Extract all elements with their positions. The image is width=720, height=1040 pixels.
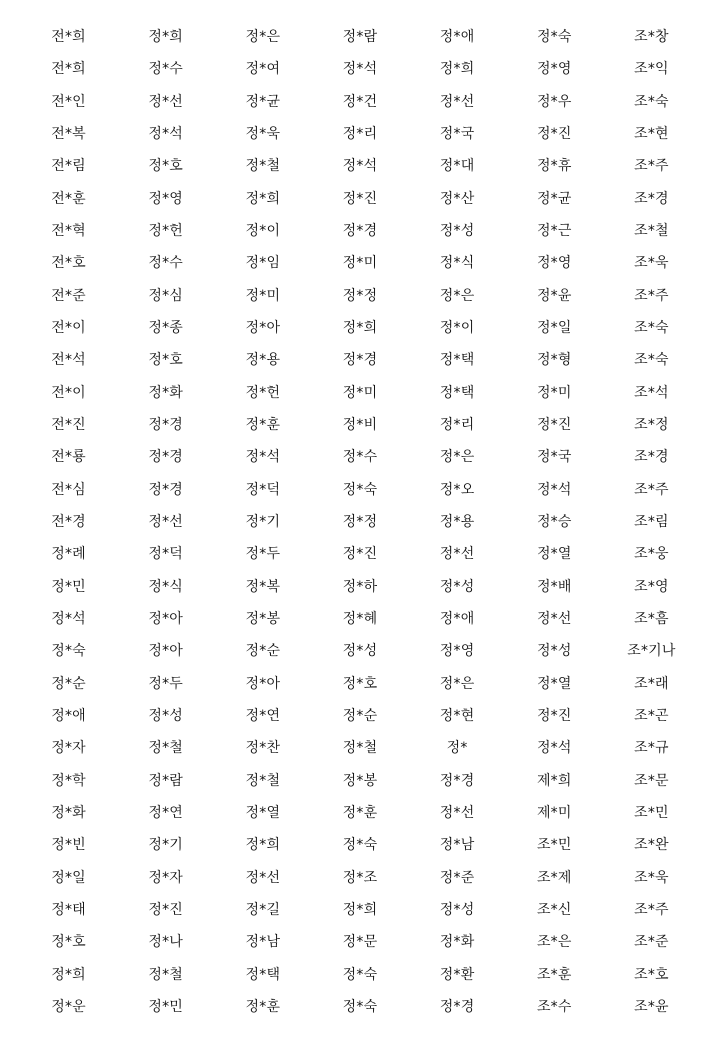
name-cell: 정*택 — [439, 384, 475, 401]
name-cell: 정*람 — [342, 29, 378, 46]
name-cell: 정*배 — [536, 578, 572, 595]
name-cell: 정*성 — [439, 578, 475, 595]
name-cell: 조*숙 — [634, 320, 669, 337]
name-cell: 정*수 — [148, 61, 184, 78]
name-cell: 정*균 — [536, 190, 572, 207]
name-cell: 정*두 — [148, 675, 184, 692]
name-cell: 전*심 — [51, 481, 86, 498]
name-cell: 정*리 — [342, 126, 378, 143]
name-cell: 조*규 — [634, 740, 669, 757]
name-cell: 조*현 — [634, 126, 669, 143]
name-cell: 정*숙 — [342, 999, 378, 1015]
name-cell: 정*산 — [439, 190, 475, 207]
name-cell: 조*윤 — [634, 999, 669, 1015]
name-cell: 정*희 — [342, 320, 378, 337]
name-cell: 정*국 — [536, 449, 572, 466]
name-cell: 정*석 — [536, 481, 572, 498]
name-cell: 정*우 — [536, 93, 572, 110]
name-cell: 조*영 — [634, 578, 669, 595]
name-cell: 정*운 — [51, 999, 86, 1015]
name-cell: 조*문 — [634, 772, 669, 789]
name-cell: 전*이 — [51, 320, 86, 337]
name-cell: 조*흠 — [634, 611, 669, 628]
name-cell: 정*영 — [536, 255, 572, 272]
name-cell: 정*현 — [439, 708, 475, 725]
name-cell: 정*민 — [51, 578, 86, 595]
name-cell: 정*연 — [245, 708, 281, 725]
name-cell: 전*호 — [51, 255, 86, 272]
name-cell: 정*오 — [439, 481, 475, 498]
name-cell: 조*은 — [536, 934, 572, 951]
name-cell: 조*훈 — [536, 966, 572, 983]
name-cell: 정*호 — [51, 934, 86, 951]
name-cell: 정*미 — [245, 287, 281, 304]
name-grid — [20, 20, 700, 1022]
name-cell: 정*은 — [439, 287, 475, 304]
name-cell: 정*애 — [439, 29, 475, 46]
name-cell: 정*성 — [342, 643, 378, 660]
name-cell: 정*훈 — [342, 805, 378, 822]
name-cell: 정*헌 — [245, 384, 281, 401]
name-cell: 조*웅 — [634, 546, 669, 563]
name-cell: 정*석 — [148, 126, 184, 143]
name-cell: 정*경 — [342, 223, 378, 240]
name-cell: 정*선 — [148, 93, 184, 110]
name-cell: 정*정 — [342, 287, 378, 304]
name-cell: 정*열 — [245, 805, 281, 822]
name-cell: 정*미 — [536, 384, 572, 401]
name-cell: 정*영 — [148, 190, 184, 207]
name-cell: 정*승 — [536, 514, 572, 531]
name-cell: 정*준 — [439, 869, 475, 886]
name-cell: 정*길 — [245, 902, 281, 919]
name-cell: 정*휴 — [536, 158, 572, 175]
name-cell: 정*경 — [148, 417, 184, 434]
name-cell: 정*진 — [342, 546, 378, 563]
name-cell: 제*희 — [536, 772, 572, 789]
name-cell: 정*식 — [439, 255, 475, 272]
name-cell: 정*복 — [245, 578, 281, 595]
name-cell: 전*석 — [51, 352, 86, 369]
name-cell: 정*희 — [51, 966, 86, 983]
name-cell: 정*성 — [536, 643, 572, 660]
name-cell: 정*자 — [51, 740, 86, 757]
name-cell: 정*헌 — [148, 223, 184, 240]
name-cell: 정*석 — [342, 61, 378, 78]
name-cell: 정*진 — [148, 902, 184, 919]
name-cell: 조*림 — [634, 514, 669, 531]
name-cell: 정*이 — [245, 223, 281, 240]
name-cell: 정*진 — [536, 417, 572, 434]
name-cell: 정*심 — [148, 287, 184, 304]
name-cell: 정*연 — [148, 805, 184, 822]
name-cell: 조*주 — [634, 287, 669, 304]
name-cell: 정*훈 — [245, 999, 281, 1015]
name-cell: 정*기 — [245, 514, 281, 531]
name-cell: 정*덕 — [148, 546, 184, 563]
name-cell: 정*아 — [245, 320, 281, 337]
name-cell: 정*식 — [148, 578, 184, 595]
name-cell: 정*희 — [342, 902, 378, 919]
name-cell: 전*훈 — [51, 190, 86, 207]
name-cell: 정*택 — [439, 352, 475, 369]
name-cell: 정*택 — [245, 966, 281, 983]
name-cell: 전*혁 — [51, 223, 86, 240]
name-cell: 정*희 — [245, 837, 281, 854]
name-cell: 전*진 — [51, 417, 86, 434]
name-cell: 전*준 — [51, 287, 86, 304]
name-cell: 정*용 — [439, 514, 475, 531]
name-cell: 정*화 — [148, 384, 184, 401]
name-cell: 조*익 — [634, 61, 669, 78]
name-cell: 정*순 — [342, 708, 378, 725]
name-cell: 정*경 — [342, 352, 378, 369]
name-cell: 정*정 — [342, 514, 378, 531]
name-cell: 조*숙 — [634, 93, 669, 110]
name-cell: 전*인 — [51, 93, 86, 110]
name-cell: 정*화 — [51, 805, 86, 822]
name-cell: 정*철 — [245, 158, 281, 175]
name-cell: 정*호 — [148, 352, 184, 369]
name-cell: 조*정 — [634, 417, 669, 434]
name-cell: 조*주 — [634, 481, 669, 498]
name-cell: 정*례 — [51, 546, 86, 563]
name-cell: 정*철 — [148, 966, 184, 983]
name-cell: 정*덕 — [245, 481, 281, 498]
name-cell: 정*조 — [342, 869, 378, 886]
name-cell: 정*민 — [148, 999, 184, 1015]
name-cell: 정*미 — [342, 384, 378, 401]
name-cell: 정*자 — [148, 869, 184, 886]
name-cell: 전*희 — [51, 29, 86, 46]
name-cell: 정*선 — [245, 869, 281, 886]
name-cell: 정*애 — [439, 611, 475, 628]
name-cell: 정*봉 — [342, 772, 378, 789]
name-cell: 정*성 — [439, 223, 475, 240]
name-cell: 정*일 — [51, 869, 86, 886]
name-cell: 조*기나 — [627, 643, 676, 660]
name-cell: 조*제 — [536, 869, 572, 886]
name-cell: 정*욱 — [245, 126, 281, 143]
name-cell: 정*진 — [342, 190, 378, 207]
name-cell: 정*학 — [51, 772, 86, 789]
name-cell: 정*여 — [245, 61, 281, 78]
name-cell: 정*하 — [342, 578, 378, 595]
name-cell: 조*호 — [634, 966, 669, 983]
name-cell: 정*열 — [536, 675, 572, 692]
name-cell: 정*건 — [342, 93, 378, 110]
name-cell: 정*순 — [51, 675, 86, 692]
name-cell: 정*석 — [51, 611, 86, 628]
name-cell: 정*영 — [439, 643, 475, 660]
name-cell: 정*일 — [536, 320, 572, 337]
name-cell: 정*희 — [148, 29, 184, 46]
name-cell: 정*나 — [148, 934, 184, 951]
name-cell: 조*주 — [634, 902, 669, 919]
name-cell: 전*룡 — [51, 449, 86, 466]
name-cell: 정*은 — [245, 29, 281, 46]
name-cell: 정*철 — [245, 772, 281, 789]
name-cell: 정*윤 — [536, 287, 572, 304]
name-cell: 정*철 — [148, 740, 184, 757]
name-cell: 조*래 — [634, 675, 669, 692]
name-cell: 조*민 — [536, 837, 572, 854]
name-cell: 정*성 — [148, 708, 184, 725]
name-cell: 정*임 — [245, 255, 281, 272]
name-cell: 조*욱 — [634, 255, 669, 272]
name-cell: 조*숙 — [634, 352, 669, 369]
name-cell: 조*주 — [634, 158, 669, 175]
name-cell: 정*태 — [51, 902, 86, 919]
name-cell: 조*철 — [634, 223, 669, 240]
name-cell: 정*남 — [245, 934, 281, 951]
name-cell: 정*은 — [439, 449, 475, 466]
name-cell: 조*준 — [634, 934, 669, 951]
name-cell: 정*아 — [245, 675, 281, 692]
name-cell: 조*경 — [634, 190, 669, 207]
name-cell: 전*경 — [51, 514, 86, 531]
name-cell: 정*희 — [439, 61, 475, 78]
name-cell: 정*경 — [148, 449, 184, 466]
name-cell: 조*욱 — [634, 869, 669, 886]
name-cell: 조*신 — [536, 902, 572, 919]
name-cell: 전*림 — [51, 158, 86, 175]
name-cell: 정*경 — [148, 481, 184, 498]
name-cell: 정*종 — [148, 320, 184, 337]
name-cell: 정*선 — [148, 514, 184, 531]
name-cell: 정*철 — [342, 740, 378, 757]
name-cell: 정*아 — [148, 611, 184, 628]
name-cell: 전*복 — [51, 126, 86, 143]
name-cell: 정*호 — [148, 158, 184, 175]
name-cell: 정*근 — [536, 223, 572, 240]
name-cell: 정*숙 — [342, 837, 378, 854]
name-cell: 정*순 — [245, 643, 281, 660]
name-cell: 정*화 — [439, 934, 475, 951]
name-cell: 정*영 — [536, 61, 572, 78]
name-cell: 정*석 — [536, 740, 572, 757]
name-cell: 정*문 — [342, 934, 378, 951]
name-cell: 정*애 — [51, 708, 86, 725]
name-cell: 정*찬 — [245, 740, 281, 757]
name-cell: 정*수 — [148, 255, 184, 272]
name-cell: 정*대 — [439, 158, 475, 175]
name-cell: 전*이 — [51, 384, 86, 401]
name-cell: 정*은 — [439, 675, 475, 692]
name-cell: 정*훈 — [245, 417, 281, 434]
name-cell: 조*경 — [634, 449, 669, 466]
name-cell: 정*경 — [439, 772, 475, 789]
name-cell: 정*봉 — [245, 611, 281, 628]
name-cell: 정*환 — [439, 966, 475, 983]
name-cell: 정*아 — [148, 643, 184, 660]
name-cell: 정*숙 — [342, 966, 378, 983]
name-cell: 정*미 — [342, 255, 378, 272]
name-cell: 정*기 — [148, 837, 184, 854]
name-cell: 정* — [446, 740, 468, 757]
name-cell: 정*수 — [342, 449, 378, 466]
name-cell: 정*선 — [439, 805, 475, 822]
name-cell: 전*희 — [51, 61, 86, 78]
name-cell: 정*숙 — [342, 481, 378, 498]
name-cell: 정*석 — [342, 158, 378, 175]
name-cell: 제*미 — [536, 805, 572, 822]
name-cell: 정*국 — [439, 126, 475, 143]
name-cell: 정*열 — [536, 546, 572, 563]
name-cell: 정*선 — [439, 546, 475, 563]
name-cell: 정*용 — [245, 352, 281, 369]
name-cell: 정*혜 — [342, 611, 378, 628]
name-cell: 정*비 — [342, 417, 378, 434]
name-cell: 정*빈 — [51, 837, 86, 854]
name-cell: 정*선 — [439, 93, 475, 110]
name-cell: 정*이 — [439, 320, 475, 337]
name-cell: 정*형 — [536, 352, 572, 369]
name-cell: 정*호 — [342, 675, 378, 692]
name-cell: 정*석 — [245, 449, 281, 466]
name-cell: 조*민 — [634, 805, 669, 822]
name-cell: 정*숙 — [51, 643, 86, 660]
name-cell: 정*리 — [439, 417, 475, 434]
name-cell: 정*균 — [245, 93, 281, 110]
name-cell: 정*남 — [439, 837, 475, 854]
name-cell: 정*람 — [148, 772, 184, 789]
name-cell: 정*진 — [536, 126, 572, 143]
name-cell: 정*성 — [439, 902, 475, 919]
name-cell: 정*진 — [536, 708, 572, 725]
name-cell: 조*석 — [634, 384, 669, 401]
name-cell: 조*수 — [536, 999, 572, 1015]
name-cell: 정*경 — [439, 999, 475, 1015]
name-cell: 조*창 — [634, 29, 669, 46]
name-cell: 조*완 — [634, 837, 669, 854]
name-cell: 정*두 — [245, 546, 281, 563]
name-cell: 조*곤 — [634, 708, 669, 725]
name-cell: 정*희 — [245, 190, 281, 207]
name-cell: 정*숙 — [536, 29, 572, 46]
name-cell: 정*선 — [536, 611, 572, 628]
